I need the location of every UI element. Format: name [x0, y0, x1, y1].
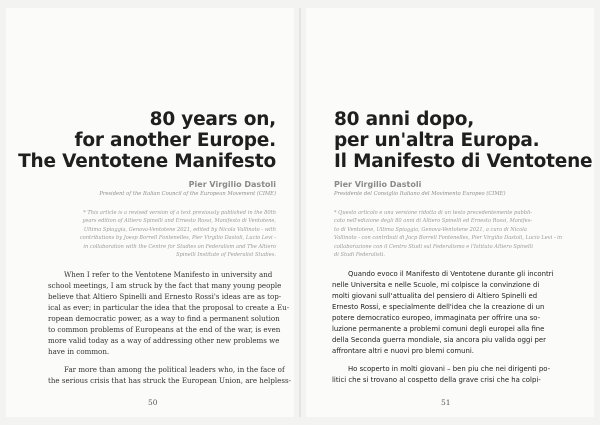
author-name: Pier Virgilio Dastoli — [334, 180, 422, 189]
right-page — [306, 8, 594, 417]
footnote: * This article is a revised version of a text previously published in the 80th years edition of Altiero Spinelli and Ernesto Rossi, Manifesto di Ventotene, Ultima Spiaggia, Genova-Ventotene 2021, edited by Nicola Vallinoto - with contributions by Joesp Borrell Fontenelles, Pier Virgilio Dastoli, Lucio Levi - in collaboration with the Centre for Studies on Federalism and The Altiero Spinelli Institute of Federalist Studies. — [79, 210, 276, 259]
author-role: President of the Italian Council of the European Movement (CIME) — [99, 191, 276, 197]
page-number: 50 — [148, 398, 158, 407]
paragraph: Ho scoperto in molti giovani – ben piu che nei dirigenti po- litici che si trovano al cospetto della grave crisi che ha colpi- — [332, 365, 551, 384]
paragraph: Quando evoco il Manifesto di Ventotene durante gli incontri nelle Universita e nelle Scuole, mi colpisce la convinzione di molti giovani sull'attualita del pensiero di Altiero Spinelli ed Ernesto Rossi, e specialmente dell'idea che la creazione di un potere democratico europeo, immaginata per offrire una so- luzione permanente a problemi comuni degli europei alla fine della Seconda guerra mondiale, sia ancora piu valida oggi per affrontare altri e nuovi pro blemi comuni. — [332, 270, 554, 355]
left-page — [6, 8, 294, 417]
italian-title: 80 anni dopo, per un'altra Europa. Il Manifesto di Ventotene — [334, 109, 593, 172]
footnote: * Questo articolo e una versione ridotta di un testo precedentemente pubbli- cato nell'edizione degli 80 anni di Altiero Spinelli ed Ernesto Rossi, Manifes- to di Ventotene, Ultima Spiaggia, Genova-Ventotene 2021, a cura di Nicola Vallinoto - con contributi di Jocp Borrell Fontenelles, Pier Virgilio Dastoli, Lucio Levi - in collaborazione con il Centro Studi sul Federalismo e l'Istituto Altiero Spinelli di Studi Federalisti. — [334, 210, 563, 259]
book-spine — [299, 8, 301, 417]
author-name: Pier Virgilio Dastoli — [188, 180, 276, 189]
author-role: Presidente del Consiglio Italiano del Movimento Europeo (CIME) — [334, 191, 506, 197]
english-title: 80 years on, for another Europe. The Ventotene Manifesto — [18, 109, 276, 172]
paragraph: When I refer to the Ventotene Manifesto in university and school meetings, I am struck by the fact that many young people believe that Altiero Spinelli and Ernesto Rossi's ideas are as top- ical as ever; in particular the idea that the proposal to create a Eu- ropean democratic power, as a way to find a permanent solution to common problems of Europeans at the end of the war, is even more valid today as a way of addressing other new problems we have in common. — [48, 270, 290, 356]
paragraph: Far more than among the political leaders who, in the face of the serious crisis that has struck the European Union, are helpless- — [48, 365, 291, 385]
page-number: 51 — [441, 398, 451, 407]
body-text — [332, 269, 564, 393]
body-text — [48, 269, 291, 393]
